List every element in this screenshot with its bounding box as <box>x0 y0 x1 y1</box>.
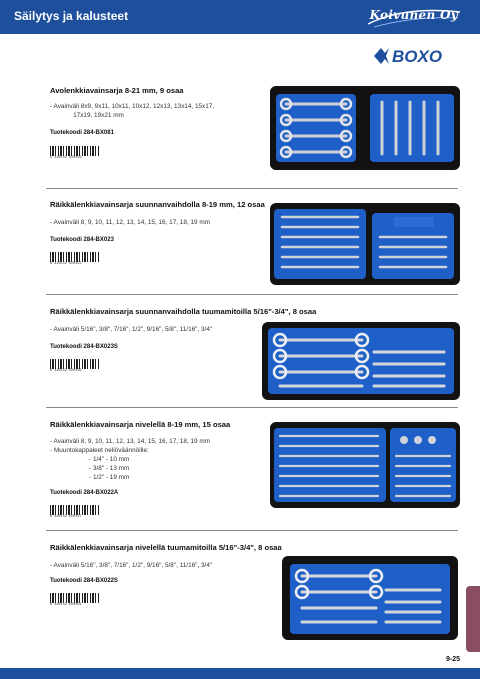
page-footer <box>0 668 480 679</box>
product-spec: - Avainväli 8x9, 9x11, 10x11, 10x12, 12x13, 13x14, 15x17, 17x19, 19x21 mm <box>50 103 215 119</box>
wrench-tray-image <box>262 322 460 400</box>
barcode-number: 6 416142 020354 <box>50 603 82 607</box>
product-spec: - Avainväli 5/16", 3/8", 7/16", 1/2", 9/16", 5/8", 11/16", 3/4" <box>50 562 213 569</box>
product-title: Räikkälenkkiavainsarja suunnanvaihdolla 8-19 mm, 12 osaa <box>50 200 265 209</box>
divider <box>46 188 458 189</box>
product-code: Tuotekoodi 284-BX023S <box>50 344 118 350</box>
wrench-tray-image <box>282 556 458 640</box>
boxo-logo <box>372 44 460 68</box>
barcode <box>50 146 100 160</box>
brand-logo: Koivunen Oy <box>369 8 458 22</box>
divider <box>46 407 458 408</box>
divider <box>46 294 458 295</box>
boxo-wordmark: BOXO <box>392 47 443 66</box>
barcode-number: 6 416142 020316 <box>50 156 82 160</box>
divider <box>46 530 458 531</box>
section-side-tab <box>466 586 480 652</box>
section-title: Säilytys ja kalusteet <box>14 9 129 23</box>
product-spec: - Avainväli 8, 9, 10, 11, 12, 13, 14, 15, 16, 17, 18, 19 mm <box>50 219 210 226</box>
barcode <box>50 593 100 607</box>
page-header <box>0 0 480 34</box>
product-code: Tuotekoodi 284-BX022S <box>50 578 118 584</box>
product-code: Tuotekoodi 284-BX023 <box>50 237 114 243</box>
product-code: Tuotekoodi 284-BX022A <box>50 490 119 496</box>
page-number: 9-25 <box>446 656 461 663</box>
product-title: Räikkälenkkiavainsarja suunnanvaihdolla tuumamitoilla 5/16"-3/4", 8 osaa <box>50 307 317 316</box>
product-spec: - Avainväli 8, 9, 10, 11, 12, 13, 14, 15, 16, 17, 18, 19 mm - Muuntokappaleet neliöväännöille: - 1/4" - 10 mm - 3/8" - 13 mm - 1/2" - 19 mm <box>50 438 210 481</box>
wrench-tray-image <box>270 86 460 170</box>
product-title: Avolenkkiavainsarja 8-21 mm, 9 osaa <box>50 86 184 95</box>
product-title: Räikkälenkkiavainsarja nivelellä tuumamitoilla 5/16"-3/4", 8 osaa <box>50 543 282 552</box>
product-spec: - Avainväli 5/16", 3/8", 7/16", 1/2", 9/16", 5/8", 11/16", 3/4" <box>50 326 213 333</box>
barcode <box>50 252 100 266</box>
barcode-number: 6 416142 020347 <box>50 515 82 519</box>
barcode-number: 6 416142 020330 <box>50 369 82 373</box>
barcode-number: 6 416142 020323 <box>50 262 82 266</box>
wrench-tray-image <box>270 422 460 508</box>
product-code: Tuotekoodi 284-BX081 <box>50 130 114 136</box>
product-title: Räikkälenkkiavainsarja nivelellä 8-19 mm, 15 osaa <box>50 420 231 429</box>
barcode <box>50 505 100 519</box>
barcode <box>50 359 100 373</box>
wrench-tray-image <box>270 203 460 285</box>
